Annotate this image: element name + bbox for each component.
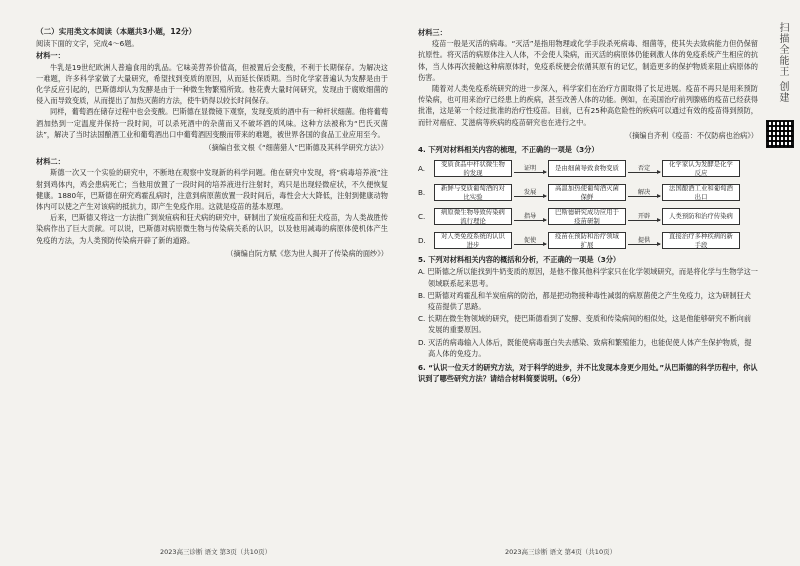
material2-source: （摘编自阮方赋《您为世人揭开了传染病的面纱》）: [226, 248, 388, 258]
flow-arrow: [626, 165, 662, 173]
material2-title: 材料二：: [36, 157, 65, 167]
flow-arrow: [626, 189, 662, 197]
material1-paragraph: 同样，葡萄酒在储存过程中也会变酸。巴斯德在显微镜下观察，发现变质的酒中有一种杆状细菌。他将葡萄酒加热到一定温度并保持一段时间，可以杀死酒中的杂菌而又不破坏酒的风味。这种方法被称为“巴氏灭菌法”，解决了当时法国酿酒工业和葡萄酒出口中葡萄酒因变酸而带来的难题，被世界各国的食品工业应用至今。: [36, 107, 388, 139]
option-label: D.: [418, 236, 426, 246]
material3-paragraph: 随着对人类免疫系统研究的进一步深入，科学家们在治疗方面取得了长足进展。疫苗不再只是用来预防传染病，也可用来治疗已经患上的疾病，甚至改善人体的功能。例如，在美国治疗前列腺癌的疫苗已经获得批准，这是第一个经过批准的治疗性疫苗。目前，已有25种高危险性的疾病可以通过有效的疫苗得到预防，而针对癌症、艾滋病等疾病的疫苗研究也在进行之中。: [418, 84, 758, 127]
flow-box: 病原微生物导致传染病流行理论: [434, 208, 512, 225]
question-5-option-b: B. 巴斯德对鸡霍乱和羊炭疽病的防治，都是把动物接种毒性减弱的病原菌使之产生免疫力，这为研制狂犬疫苗提供了思路。: [418, 290, 751, 312]
scanner-watermark: 扫描全能王 创建: [777, 22, 788, 104]
flow-arrow: [626, 237, 662, 245]
flow-arrow: [512, 189, 548, 197]
flow-row-d: [418, 230, 758, 251]
material3-source: （摘编自齐利《疫苗：不仅防病也治病》）: [625, 130, 758, 140]
right-page: [418, 26, 758, 384]
arrow-label: 促使: [523, 236, 537, 244]
material1-paragraph: 牛乳是19世纪欧洲人普遍食用的乳品。它味美营养价值高，但被置后会变酸，不利于长期保存。为解决这一难题，许多科学家做了大量研究，希望找到变质的原因，从而延长保质期。当时化学家普遍认为发酵是由于化学反应引起的，巴斯德却认为发酵是由于一种微生物繁殖所致。他花费大量时间研究，发现由于腐败细菌的侵入而导致变质，从而提出了加热灭菌的方法，使牛奶得以较长时间保存。: [36, 62, 388, 106]
flow-row-a: [418, 158, 758, 179]
question-5: 5. 下列对材料相关内容的概括和分析，不正确的一项是（3分）: [418, 255, 621, 265]
option-label: B.: [418, 188, 426, 198]
flow-box: 法国酿酒工业和葡萄酒出口: [662, 184, 740, 201]
question-5-option-d: D. 灭活的病毒输入人体后，既能使病毒蛋白失去感染、致病和繁殖能力，也能促使人体产生保护物质，提高人体的免疫力。: [418, 337, 752, 358]
flow-box: 高温加热使葡萄酒灭菌保鲜: [548, 184, 626, 201]
arrow-label: 指导: [523, 212, 537, 220]
flow-box: 化学家认为发酵是化学反应: [662, 160, 740, 177]
material1-source: （摘编自张文根《“细菌猎人”巴斯德及其科学研究方法》）: [204, 143, 388, 153]
flow-box: 新鲜与变质葡萄酒的对比实验: [434, 184, 512, 201]
flow-box: 直接治疗多种疾病的新手段: [662, 232, 740, 249]
flow-box: 巴斯德研究成功应用于疫苗研制: [548, 208, 626, 225]
material3-paragraph: 疫苗一般是灭活的病毒。“灭活”是指用物理或化学手段杀死病毒、细菌等，使其失去致病能力但仍保留抗原性。将灭活的病原体注入人体，不会使人染病，而灭活的病原体仍能刺激人体的免疫系统产生相应的抗体，当人体再次接触这种病原体时，免疫系统便会依循其原有的记忆，制造更多的保护物质来阻止病原体的伤害。: [418, 39, 758, 82]
reading-instruction: 阅读下面的文字，完成4～6题。: [36, 39, 139, 49]
material1-title: 材料一：: [36, 51, 65, 61]
arrow-label: 解决: [637, 188, 651, 196]
material2-paragraph: 后来，巴斯德又将这一方法推广到炭疽病和狂犬病的研究中，研制出了炭疽疫苗和狂犬疫苗，为人类战胜传染病作出了巨大贡献。可以说，巴斯德对病原微生物与传染病关系的认识，以及他用减毒的病原体使机体产生免疫的方法，为人类预防传染病开辟了新的道路。: [36, 213, 388, 245]
arrow-label: 提供: [637, 236, 651, 244]
flow-box: 对人类免疫系统的认识进步: [434, 232, 512, 249]
material2-paragraph: 斯德一次又一个实验的研究中，不断地在观察中发现新的科学问题。他在研究中发现，将“病毒培养液”注射到鸡体内，鸡会患病死亡；当他用放置了一段时间的培养液进行注射时，鸡只是出现轻微症状，不久便恢复健康。1880年，巴斯德在研究鸡霍乱病时，注意到病原菌放置一段时间后，毒性会大大降低，注射到健康动物体内可以使之产生对该病的抵抗力，即产生免疫作用。这就是疫苗的基本原理。: [36, 168, 388, 212]
arrow-label: 发展: [523, 188, 537, 196]
flow-arrow: [512, 165, 548, 173]
left-page: [36, 26, 388, 262]
flow-arrow: [512, 213, 548, 221]
qr-code-icon: [766, 120, 794, 148]
material3-title: 材料三：: [418, 28, 447, 37]
question-5-option-c: C. 长期在微生物领域的研究，使巴斯德看到了发酵、变质和传染病间的相似处，这是他能够研究不断向前发展的重要原因。: [418, 314, 752, 335]
flow-row-c: [418, 206, 758, 227]
section-title: （二）实用类文本阅读（本题共3小题，12分）: [36, 27, 197, 36]
option-label: A.: [418, 164, 426, 174]
flow-box: 人类预防和治疗传染病: [662, 208, 740, 225]
left-page-footer: 2023高三诊断 语文 第3页（共10页）: [160, 548, 272, 556]
option-label: C.: [418, 212, 426, 222]
arrow-label: 开辟: [637, 212, 651, 220]
arrow-label: 证明: [523, 164, 537, 172]
flow-row-b: [418, 182, 758, 203]
flow-arrow: [626, 213, 662, 221]
question-5-option-a: A. 巴斯德之所以能找到牛奶变质的原因，是他不像其他科学家只在化学领域研究，而是将化学与生物学这一领域联系起来思考。: [418, 267, 758, 288]
flow-box: 是由细菌导致食物变质: [548, 160, 626, 177]
question-6: 6. “认识一位天才的研究方法，对于科学的进步，并不比发现本身更少用处。”从巴斯德的科学历程中，你认识到了哪些研究方法？请结合材料简要说明。（6分）: [418, 363, 758, 384]
question-4: 4. 下列对材料相关内容的梳理，不正确的一项是（3分）: [418, 145, 599, 155]
right-page-footer: 2023高三诊断 语文 第4页（共10页）: [505, 548, 617, 556]
arrow-label: 否定: [637, 164, 651, 172]
flow-arrow: [512, 237, 548, 245]
flow-diagram: [418, 158, 758, 251]
flow-box: 变质食品中杆状微生物的发现: [434, 160, 512, 177]
flow-box: 疫苗在预防和治疗领域扩展: [548, 232, 626, 249]
